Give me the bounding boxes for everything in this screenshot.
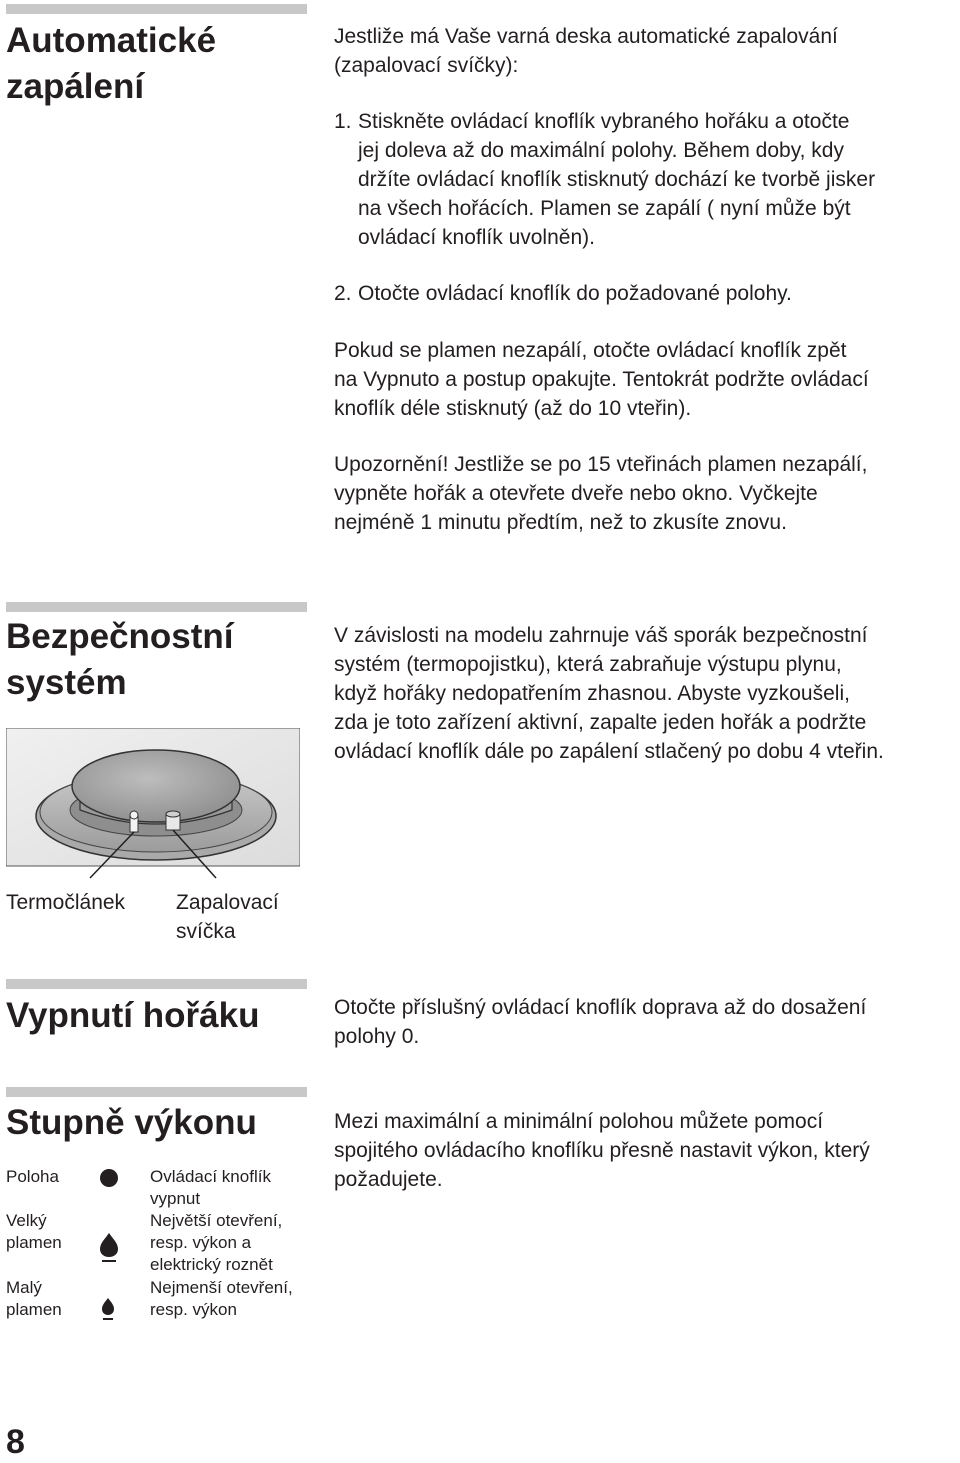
text-line: nejméně 1 minutu předtím, než to zkusíte znovu. xyxy=(334,511,787,534)
page-number: 8 xyxy=(6,1423,25,1461)
text-line: Mezi maximální a minimální polohou můžete pomocí xyxy=(334,1110,824,1133)
text-line: vypnut xyxy=(150,1189,201,1208)
section-bar-safety xyxy=(6,602,307,612)
text-line: spojitého ovládacího knoflíku přesně nastavit výkon, který xyxy=(334,1139,870,1162)
text-line: Velký xyxy=(6,1211,47,1230)
table-label-small-flame xyxy=(6,1277,62,1321)
text-line: Malý xyxy=(6,1278,42,1297)
retry-paragraph xyxy=(334,336,869,423)
burner-off-paragraph xyxy=(334,993,866,1051)
label-thermocouple: Termočlánek xyxy=(6,891,126,914)
text-line: elektrický roznět xyxy=(150,1255,273,1274)
text-line: Stiskněte ovládací knoflík vybraného hořáku a otočte xyxy=(358,110,850,133)
safety-paragraph xyxy=(334,621,884,766)
label-spark-plug xyxy=(176,888,279,946)
table-label-large-flame xyxy=(6,1210,62,1254)
text-line: ovládací knoflík dále po zapálení stlačený po dobu 4 vteřin. xyxy=(334,740,884,763)
table-desc-large-flame xyxy=(150,1210,282,1276)
text-line: systém (termopojistku), která zabraňuje výstupu plynu, xyxy=(334,653,842,676)
heading-line: zapálení xyxy=(6,67,145,106)
table-desc-small-flame xyxy=(150,1277,293,1321)
text-line: zda je toto zařízení aktivní, zapalte jeden hořák a podržte xyxy=(334,711,867,734)
power-levels-paragraph xyxy=(334,1107,870,1194)
auto-ignition-intro xyxy=(334,22,838,80)
text-line: Jestliže má Vaše varná deska automatické zapalování xyxy=(334,25,838,48)
heading-burner-off: Vypnutí hořáku xyxy=(6,996,260,1035)
text-line: knoflík déle stisknutý (až do 10 vteřin). xyxy=(334,397,692,420)
heading-auto-ignition xyxy=(6,18,216,110)
step-text: Otočte ovládací knoflík do požadované polohy. xyxy=(358,282,792,305)
section-bar-burner-off xyxy=(6,979,307,989)
heading-line: systém xyxy=(6,663,127,702)
heading-safety-system xyxy=(6,614,234,706)
text-line: svíčka xyxy=(176,920,236,943)
table-desc-off xyxy=(150,1166,271,1210)
text-line: V závislosti na modelu zahrnuje váš sporák bezpečnostní xyxy=(334,624,868,647)
section-bar-power-levels xyxy=(6,1087,307,1097)
text-line: Pokud se plamen nezapálí, otočte ovládací knoflík zpět xyxy=(334,339,847,362)
text-line: když hořáky nedopatřením zhasnou. Abyste vyzkoušeli, xyxy=(334,682,850,705)
warning-paragraph xyxy=(334,450,867,537)
text-line: držíte ovládací knoflík stisknutý dochází ke tvorbě jisker xyxy=(358,168,876,191)
text-line: Zapalovací xyxy=(176,891,279,914)
text-line: polohy 0. xyxy=(334,1025,420,1048)
text-line: plamen xyxy=(6,1233,62,1252)
step-number: 1. xyxy=(334,110,352,133)
text-line: (zapalovací svíčky): xyxy=(334,54,519,77)
text-line: požadujete. xyxy=(334,1168,443,1191)
text-line: Otočte příslušný ovládací knoflík doprava až do dosažení xyxy=(334,996,867,1019)
large-flame-icon xyxy=(98,1232,122,1264)
text-line: na Vypnuto a postup opakujte. Tentokrát podržte ovládací xyxy=(334,368,869,391)
text-line: resp. výkon xyxy=(150,1300,237,1319)
text-line: vypněte hořák a otevřete dveře nebo okno. Vyčkejte xyxy=(334,482,818,505)
text-line: Ovládací knoflík xyxy=(150,1167,271,1186)
text-line: resp. výkon a xyxy=(150,1233,252,1252)
heading-power-levels: Stupně výkonu xyxy=(6,1103,257,1142)
section-bar-auto-ignition xyxy=(6,4,307,14)
text-line: ovládací knoflík uvolněn). xyxy=(358,226,595,249)
table-label-position: Poloha xyxy=(6,1167,59,1186)
text-line: jej doleva až do maximální polohy. Během doby, kdy xyxy=(358,139,844,162)
text-line: Upozornění! Jestliže se po 15 vteřinách plamen nezapálí, xyxy=(334,453,868,476)
step-number: 2. xyxy=(334,282,352,305)
heading-line: Bezpečnostní xyxy=(6,617,234,656)
heading-line: Automatické xyxy=(6,21,217,60)
text-line: Nejmenší otevření, xyxy=(150,1278,293,1297)
off-position-icon xyxy=(98,1168,122,1188)
burner-illustration xyxy=(6,728,300,888)
step-text xyxy=(358,107,938,252)
text-line: plamen xyxy=(6,1300,62,1319)
small-flame-icon xyxy=(100,1297,120,1323)
text-line: na všech hořácích. Plamen se zapálí ( nyní může být xyxy=(358,197,851,220)
text-line: Největší otevření, xyxy=(150,1211,283,1230)
